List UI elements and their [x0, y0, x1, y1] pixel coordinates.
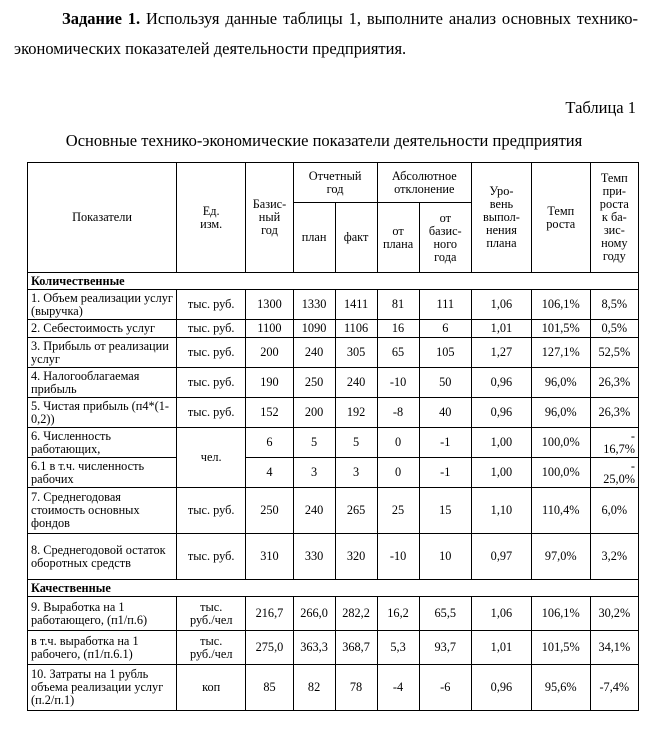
dev-base-cell: 15 [419, 488, 471, 534]
dev-plan-cell: 16 [377, 320, 419, 338]
dev-base-cell: 6 [419, 320, 471, 338]
plan-cell: 240 [293, 338, 335, 368]
dev-base-cell: 111 [419, 290, 471, 320]
base-cell: 190 [246, 368, 293, 398]
dev-base-cell: 40 [419, 398, 471, 428]
dev-plan-cell: 0 [377, 458, 419, 488]
header-unit: Ед. изм. [177, 163, 246, 273]
dev-plan-cell: -8 [377, 398, 419, 428]
fact-cell: 320 [335, 534, 377, 580]
plan-cell: 200 [293, 398, 335, 428]
rate-cell: 95,6% [531, 665, 590, 711]
rate-cell: 106,1% [531, 290, 590, 320]
level-cell: 0,97 [472, 534, 532, 580]
fact-cell: 1106 [335, 320, 377, 338]
level-cell: 1,01 [472, 320, 532, 338]
unit-cell: тыс. руб. [177, 534, 246, 580]
plan-cell: 5 [293, 428, 335, 458]
indicator-name: 7. Среднегодовая стоимость основных фондов [28, 488, 177, 534]
dev-base-cell: 105 [419, 338, 471, 368]
table-row [28, 488, 639, 534]
gain-cell: 26,3% [590, 368, 638, 398]
plan-cell: 240 [293, 488, 335, 534]
fact-cell: 5 [335, 428, 377, 458]
plan-cell: 330 [293, 534, 335, 580]
base-cell: 4 [246, 458, 293, 488]
dev-plan-cell: 0 [377, 428, 419, 458]
dev-plan-cell: 16,2 [377, 597, 419, 631]
dev-plan-cell: -10 [377, 534, 419, 580]
fact-cell: 368,7 [335, 631, 377, 665]
base-cell: 1100 [246, 320, 293, 338]
table-row [28, 665, 639, 711]
dev-plan-cell: 5,3 [377, 631, 419, 665]
base-cell: 200 [246, 338, 293, 368]
header-plan-level: Уро- вень выпол- нения плана [472, 163, 532, 273]
level-cell: 1,06 [472, 597, 532, 631]
header-abs-deviation: Абсолютное отклонение [377, 163, 471, 203]
header-from-plan: от плана [377, 203, 419, 273]
unit-cell: тыс. руб. [177, 320, 246, 338]
header-indicators: Показатели [28, 163, 177, 273]
rate-cell: 110,4% [531, 488, 590, 534]
table-row [28, 428, 639, 458]
table-row [28, 631, 639, 665]
gain-cell: 34,1% [590, 631, 638, 665]
gain-cell: 6,0% [590, 488, 638, 534]
section-qualitative: Качественные [28, 580, 639, 597]
table-row [28, 458, 639, 488]
level-cell: 0,96 [472, 398, 532, 428]
indicator-name: 8. Среднегодовой остаток оборотных средств [28, 534, 177, 580]
table-row [28, 320, 639, 338]
dev-base-cell: 50 [419, 368, 471, 398]
table-row [28, 534, 639, 580]
base-cell: 85 [246, 665, 293, 711]
table-number: Таблица 1 [565, 98, 636, 117]
indicator-name: 10. Затраты на 1 рубль объема реализации услуг (п.2/п.1) [28, 665, 177, 711]
header-plan: план [293, 203, 335, 273]
indicator-name: 5. Чистая прибыль (п4*(1-0,2)) [28, 398, 177, 428]
unit-cell: тыс. руб. [177, 368, 246, 398]
dev-base-cell: -1 [419, 458, 471, 488]
gain-cell: 52,5% [590, 338, 638, 368]
level-cell: 1,00 [472, 458, 532, 488]
header-growth-rate: Темп роста [531, 163, 590, 273]
plan-cell: 82 [293, 665, 335, 711]
level-cell: 1,27 [472, 338, 532, 368]
indicator-name: 3. Прибыль от реализации услуг [28, 338, 177, 368]
unit-cell: тыс. руб. [177, 338, 246, 368]
unit-cell: тыс. руб. [177, 398, 246, 428]
fact-cell: 265 [335, 488, 377, 534]
indicator-name: 2. Себестоимость услуг [28, 320, 177, 338]
plan-cell: 250 [293, 368, 335, 398]
gain-cell: 8,5% [590, 290, 638, 320]
fact-cell: 192 [335, 398, 377, 428]
level-cell: 0,96 [472, 368, 532, 398]
base-cell: 250 [246, 488, 293, 534]
dev-plan-cell: 65 [377, 338, 419, 368]
dev-plan-cell: 25 [377, 488, 419, 534]
indicator-name: в т.ч. выработка на 1 рабочего, (п1/п.6.1) [28, 631, 177, 665]
rate-cell: 97,0% [531, 534, 590, 580]
table-title: Основные технико-экономические показатели деятельности предприятия [65, 131, 583, 150]
header-fact: факт [335, 203, 377, 273]
dev-base-cell: 65,5 [419, 597, 471, 631]
rate-cell: 100,0% [531, 428, 590, 458]
gain-cell: -7,4% [590, 665, 638, 711]
dev-base-cell: -6 [419, 665, 471, 711]
gain-cell: - 16,7% [590, 428, 638, 458]
table-row [28, 290, 639, 320]
level-cell: 1,01 [472, 631, 532, 665]
unit-cell: чел. [177, 428, 246, 488]
unit-cell: тыс. руб./чел [177, 631, 246, 665]
rate-cell: 101,5% [531, 631, 590, 665]
base-cell: 1300 [246, 290, 293, 320]
table-row [28, 338, 639, 368]
level-cell: 1,10 [472, 488, 532, 534]
level-cell: 1,00 [472, 428, 532, 458]
base-cell: 275,0 [246, 631, 293, 665]
base-cell: 216,7 [246, 597, 293, 631]
task-text: Используя данные таблицы 1, выполните анализ основных технико-экономических показателей деятельности предприятия. [14, 9, 638, 58]
indicator-name: 6.1 в т.ч. численность рабочих [28, 458, 177, 488]
base-cell: 6 [246, 428, 293, 458]
fact-cell: 240 [335, 368, 377, 398]
fact-cell: 78 [335, 665, 377, 711]
unit-cell: коп [177, 665, 246, 711]
fact-cell: 282,2 [335, 597, 377, 631]
base-cell: 152 [246, 398, 293, 428]
section-quantitative: Количественные [28, 273, 639, 290]
gain-cell: 3,2% [590, 534, 638, 580]
plan-cell: 266,0 [293, 597, 335, 631]
plan-cell: 1090 [293, 320, 335, 338]
indicator-name: 9. Выработка на 1 работающего, (п1/п.6) [28, 597, 177, 631]
table-row [28, 597, 639, 631]
dev-plan-cell: 81 [377, 290, 419, 320]
task-label: Задание 1. [62, 9, 141, 28]
level-cell: 0,96 [472, 665, 532, 711]
dev-plan-cell: -10 [377, 368, 419, 398]
indicators-table [27, 162, 639, 711]
rate-cell: 101,5% [531, 320, 590, 338]
base-cell: 310 [246, 534, 293, 580]
unit-cell: тыс. руб. [177, 290, 246, 320]
rate-cell: 96,0% [531, 368, 590, 398]
rate-cell: 106,1% [531, 597, 590, 631]
plan-cell: 363,3 [293, 631, 335, 665]
gain-cell: - 25,0% [590, 458, 638, 488]
unit-cell: тыс. руб. [177, 488, 246, 534]
dev-base-cell: 10 [419, 534, 471, 580]
plan-cell: 3 [293, 458, 335, 488]
plan-cell: 1330 [293, 290, 335, 320]
unit-cell: тыс. руб./чел [177, 597, 246, 631]
table-row [28, 368, 639, 398]
fact-cell: 1411 [335, 290, 377, 320]
indicator-name: 6. Численность работающих, [28, 428, 177, 458]
indicator-name: 1. Объем реализации услуг (выручка) [28, 290, 177, 320]
gain-cell: 30,2% [590, 597, 638, 631]
rate-cell: 100,0% [531, 458, 590, 488]
dev-base-cell: -1 [419, 428, 471, 458]
header-growth-to-base: Темп при- роста к ба- зис- ному году [590, 163, 638, 273]
table-row [28, 398, 639, 428]
gain-cell: 26,3% [590, 398, 638, 428]
header-report-year: Отчетный год [293, 163, 377, 203]
dev-plan-cell: -4 [377, 665, 419, 711]
fact-cell: 3 [335, 458, 377, 488]
header-base-year: Базис- ный год [246, 163, 293, 273]
rate-cell: 127,1% [531, 338, 590, 368]
rate-cell: 96,0% [531, 398, 590, 428]
indicator-name: 4. Налогооблагаемая прибыль [28, 368, 177, 398]
gain-cell: 0,5% [590, 320, 638, 338]
dev-base-cell: 93,7 [419, 631, 471, 665]
task-paragraph [14, 4, 638, 64]
level-cell: 1,06 [472, 290, 532, 320]
header-from-base: от базис- ного года [419, 203, 471, 273]
fact-cell: 305 [335, 338, 377, 368]
